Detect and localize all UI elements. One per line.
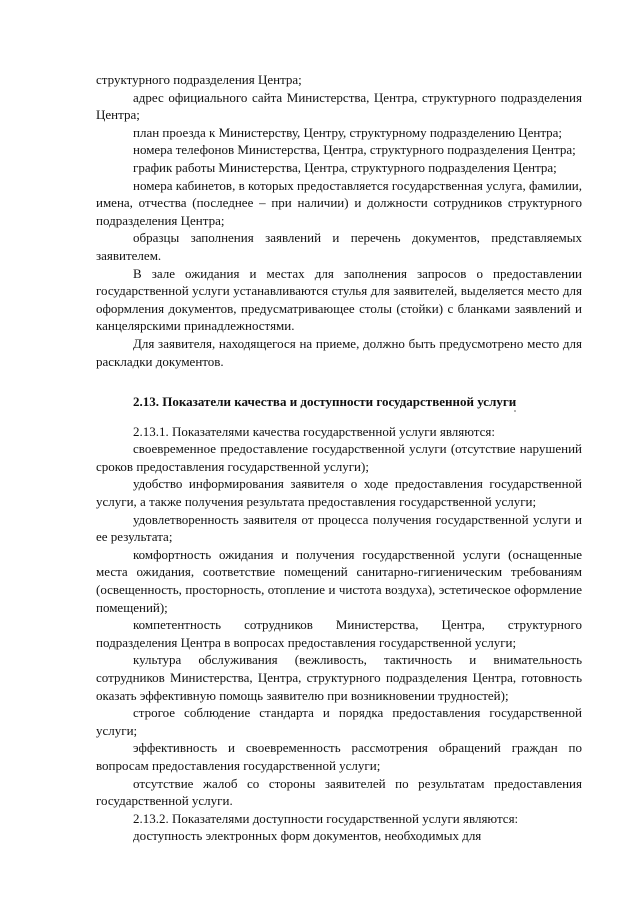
paragraph: план проезда к Министерству, Центру, структурному подразделению Центра;	[133, 124, 563, 140]
paragraph: В зале ожидания и местах для заполнения запросов о предоставлении государственной услуги устанавливаются стулья для заявителей, выделяется место для оформления документов, предусматривающее столы (стойки) с бланками заявлений и канцелярскими принадлежностями.	[96, 265, 582, 334]
paragraph: структурного подразделения Центра;	[96, 72, 302, 87]
paragraph: строгое соблюдение стандарта и порядка предоставления государственной услуги;	[96, 705, 582, 738]
paragraph: график работы Министерства, Центра, структурного подразделения Центра;	[133, 159, 557, 175]
paragraph: 2.13.2. Показателями доступности государственной услуги являются:	[133, 810, 519, 826]
paragraph: номера телефонов Министерства, Центра, структурного подразделения Центра;	[133, 142, 576, 158]
paragraph: Для заявителя, находящегося на приеме, должно быть предусмотрено место для раскладки документов.	[96, 335, 582, 369]
paragraph: эффективность и своевременность рассмотрения обращений граждан по вопросам предоставления государственной услуги;	[96, 740, 582, 773]
paragraph: культура обслуживания (вежливость, тактичность и внимательность сотрудников Министерства, Центра, структурного подразделения Центра, готовность оказать эффективную помощь заявителю при возникновении трудностей);	[96, 652, 582, 703]
paragraph: удовлетворенность заявителя от процесса получения государственной услуги и ее результата;	[96, 511, 582, 545]
paragraph: отсутствие жалоб со стороны заявителей по результатам предоставления государственной услуги.	[96, 775, 582, 809]
paragraph: 2.13.1. Показателями качества государственной услуги являются:	[133, 423, 495, 439]
paragraphs-top	[96, 71, 582, 370]
section-heading: 2.13. Показатели качества и доступности государственной услуги	[133, 394, 517, 410]
paragraph: доступность электронных форм документов, необходимых для	[133, 828, 482, 844]
scan-speck	[514, 410, 516, 412]
paragraph: образцы заполнения заявлений и перечень документов, представляемых заявителем.	[96, 230, 582, 263]
paragraph: комфортность ожидания и получения государственной услуги (оснащенные места ожидания, соответствие помещений санитарно-гигиеническим требованиям (освещенность, просторность, отопление и чистота воздуха), эстетическое оформление помещений);	[96, 546, 582, 615]
paragraph: номера кабинетов, в которых предоставляется государственная услуга, фамилии, имена, отчества (последнее – при наличии) и должности сотрудников структурного подразделения Центра;	[96, 177, 582, 228]
paragraph: адрес официального сайта Министерства, Центра, структурного подразделения Центра;	[96, 89, 582, 123]
paragraph: компетентность сотрудников Министерства, Центра, структурного подразделения Центра в вопросах предоставления государственной услуги;	[96, 617, 582, 650]
paragraph: своевременное предоставление государственной услуги (отсутствие нарушений сроков предоставления государственной услуги);	[96, 441, 582, 474]
paragraph: удобство информирования заявителя о ходе предоставления государственной услуги, а также получения результата предоставления государственной услуги;	[96, 476, 582, 510]
paragraphs-bottom	[96, 423, 582, 845]
